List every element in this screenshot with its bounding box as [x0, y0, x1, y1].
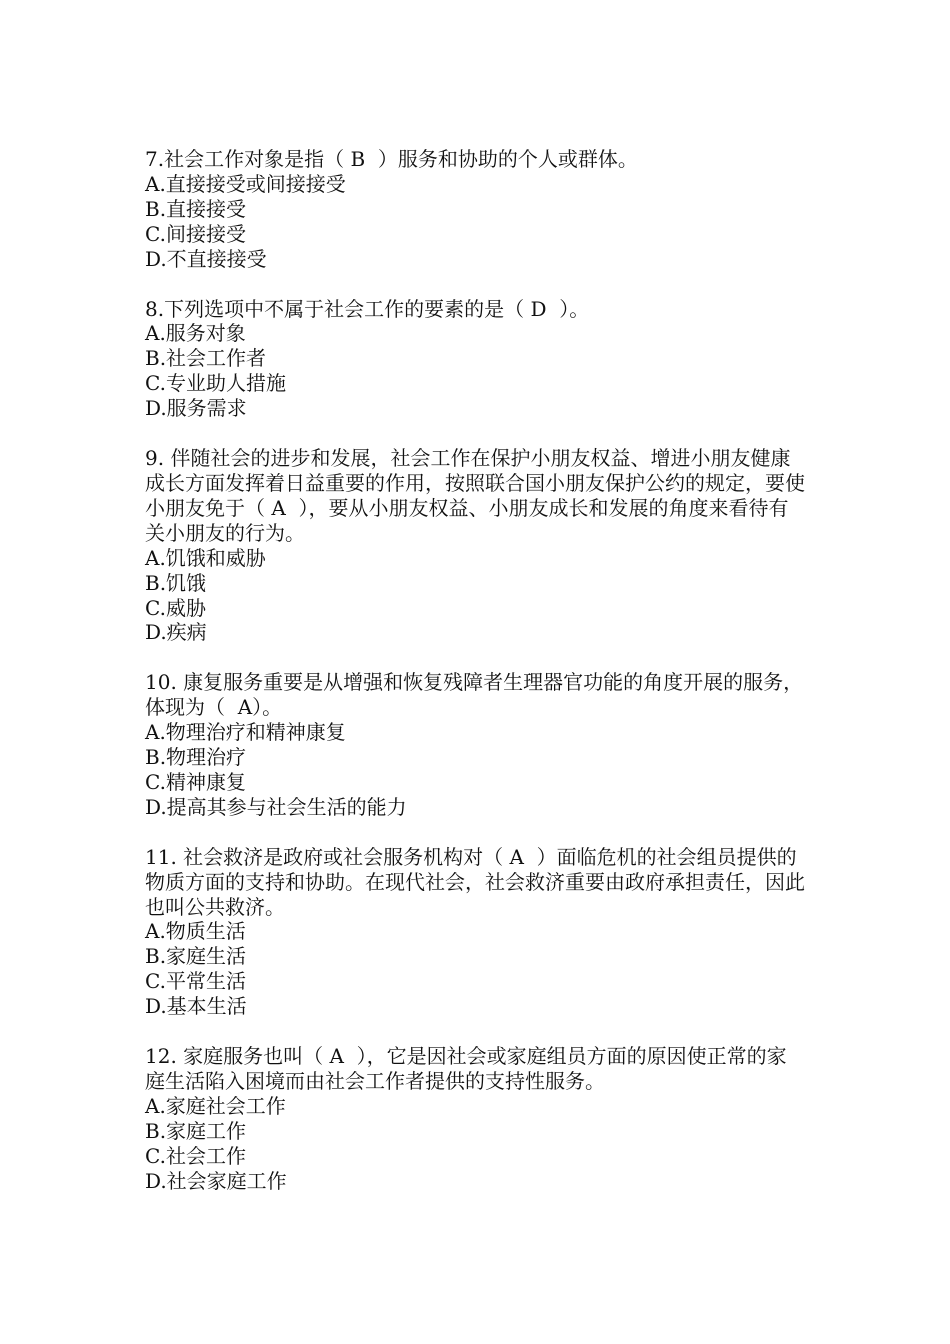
option-list	[145, 919, 805, 1019]
document-page	[145, 147, 805, 1219]
option-d: D.提高其参与社会生活的能力	[145, 794, 407, 819]
question-10	[145, 670, 805, 819]
option-list	[145, 172, 805, 272]
question-stem: 11. 社会救济是政府或社会服务机构对（ A ）面临危机的社会组员提供的物质方面的支持和协助。在现代社会，社会救济重要由政府承担责任，因此也叫公共救济。	[145, 844, 805, 919]
option-a: A.直接接受或间接接受	[145, 171, 346, 196]
option-a: A.服务对象	[145, 321, 246, 346]
option-c: C.社会工作	[145, 1143, 246, 1168]
question-stem: 9. 伴随社会的进步和发展，社会工作在保护小朋友权益、增进小朋友健康成长方面发挥着日益重要的作用，按照联合国小朋友保护公约的规定，要使小朋友免于（ A ），要从小朋友权益、小朋友成长和发展的角度来看待有关小朋友的行为。	[145, 446, 805, 545]
option-list	[145, 1094, 805, 1194]
question-12	[145, 1044, 805, 1193]
option-b: B.物理治疗	[145, 745, 247, 770]
option-d: D.社会家庭工作	[145, 1168, 287, 1193]
option-c: C.专业助人措施	[145, 371, 286, 396]
option-list	[145, 321, 805, 421]
option-a: A.物质生活	[145, 919, 246, 944]
option-list	[145, 546, 805, 646]
option-c: C.威胁	[145, 595, 206, 620]
option-d: D.基本生活	[145, 994, 247, 1019]
option-a: A.家庭社会工作	[145, 1093, 286, 1118]
question-stem: 7.社会工作对象是指（ B ）服务和协助的个人或群体。	[145, 147, 638, 171]
option-list	[145, 720, 805, 820]
question-stem: 8.下列选项中不属于社会工作的要素的是（ D ）。	[145, 296, 590, 321]
option-b: B.饥饿	[145, 570, 207, 595]
option-c: C.间接接受	[145, 221, 246, 246]
option-a: A.物理治疗和精神康复	[145, 720, 346, 745]
option-d: D.不直接接受	[145, 246, 267, 271]
option-d: D.疾病	[145, 620, 207, 645]
option-a: A.饥饿和威胁	[145, 545, 266, 570]
option-c: C.平常生活	[145, 969, 246, 994]
option-b: B.家庭生活	[145, 944, 247, 969]
option-d: D.服务需求	[145, 396, 247, 421]
question-stem: 12. 家庭服务也叫（ A ），它是因社会或家庭组员方面的原因使正常的家庭生活陷入困境而由社会工作者提供的支持性服务。	[145, 1044, 787, 1093]
question-11	[145, 845, 805, 1019]
option-b: B.直接接受	[145, 196, 247, 221]
question-8	[145, 297, 805, 422]
question-7	[145, 147, 805, 272]
option-c: C.精神康复	[145, 769, 246, 794]
question-9	[145, 446, 805, 645]
option-b: B.社会工作者	[145, 346, 267, 371]
option-b: B.家庭工作	[145, 1118, 247, 1143]
question-stem: 10. 康复服务重要是从增强和恢复残障者生理器官功能的角度开展的服务，体现为（ A）。	[145, 670, 804, 720]
